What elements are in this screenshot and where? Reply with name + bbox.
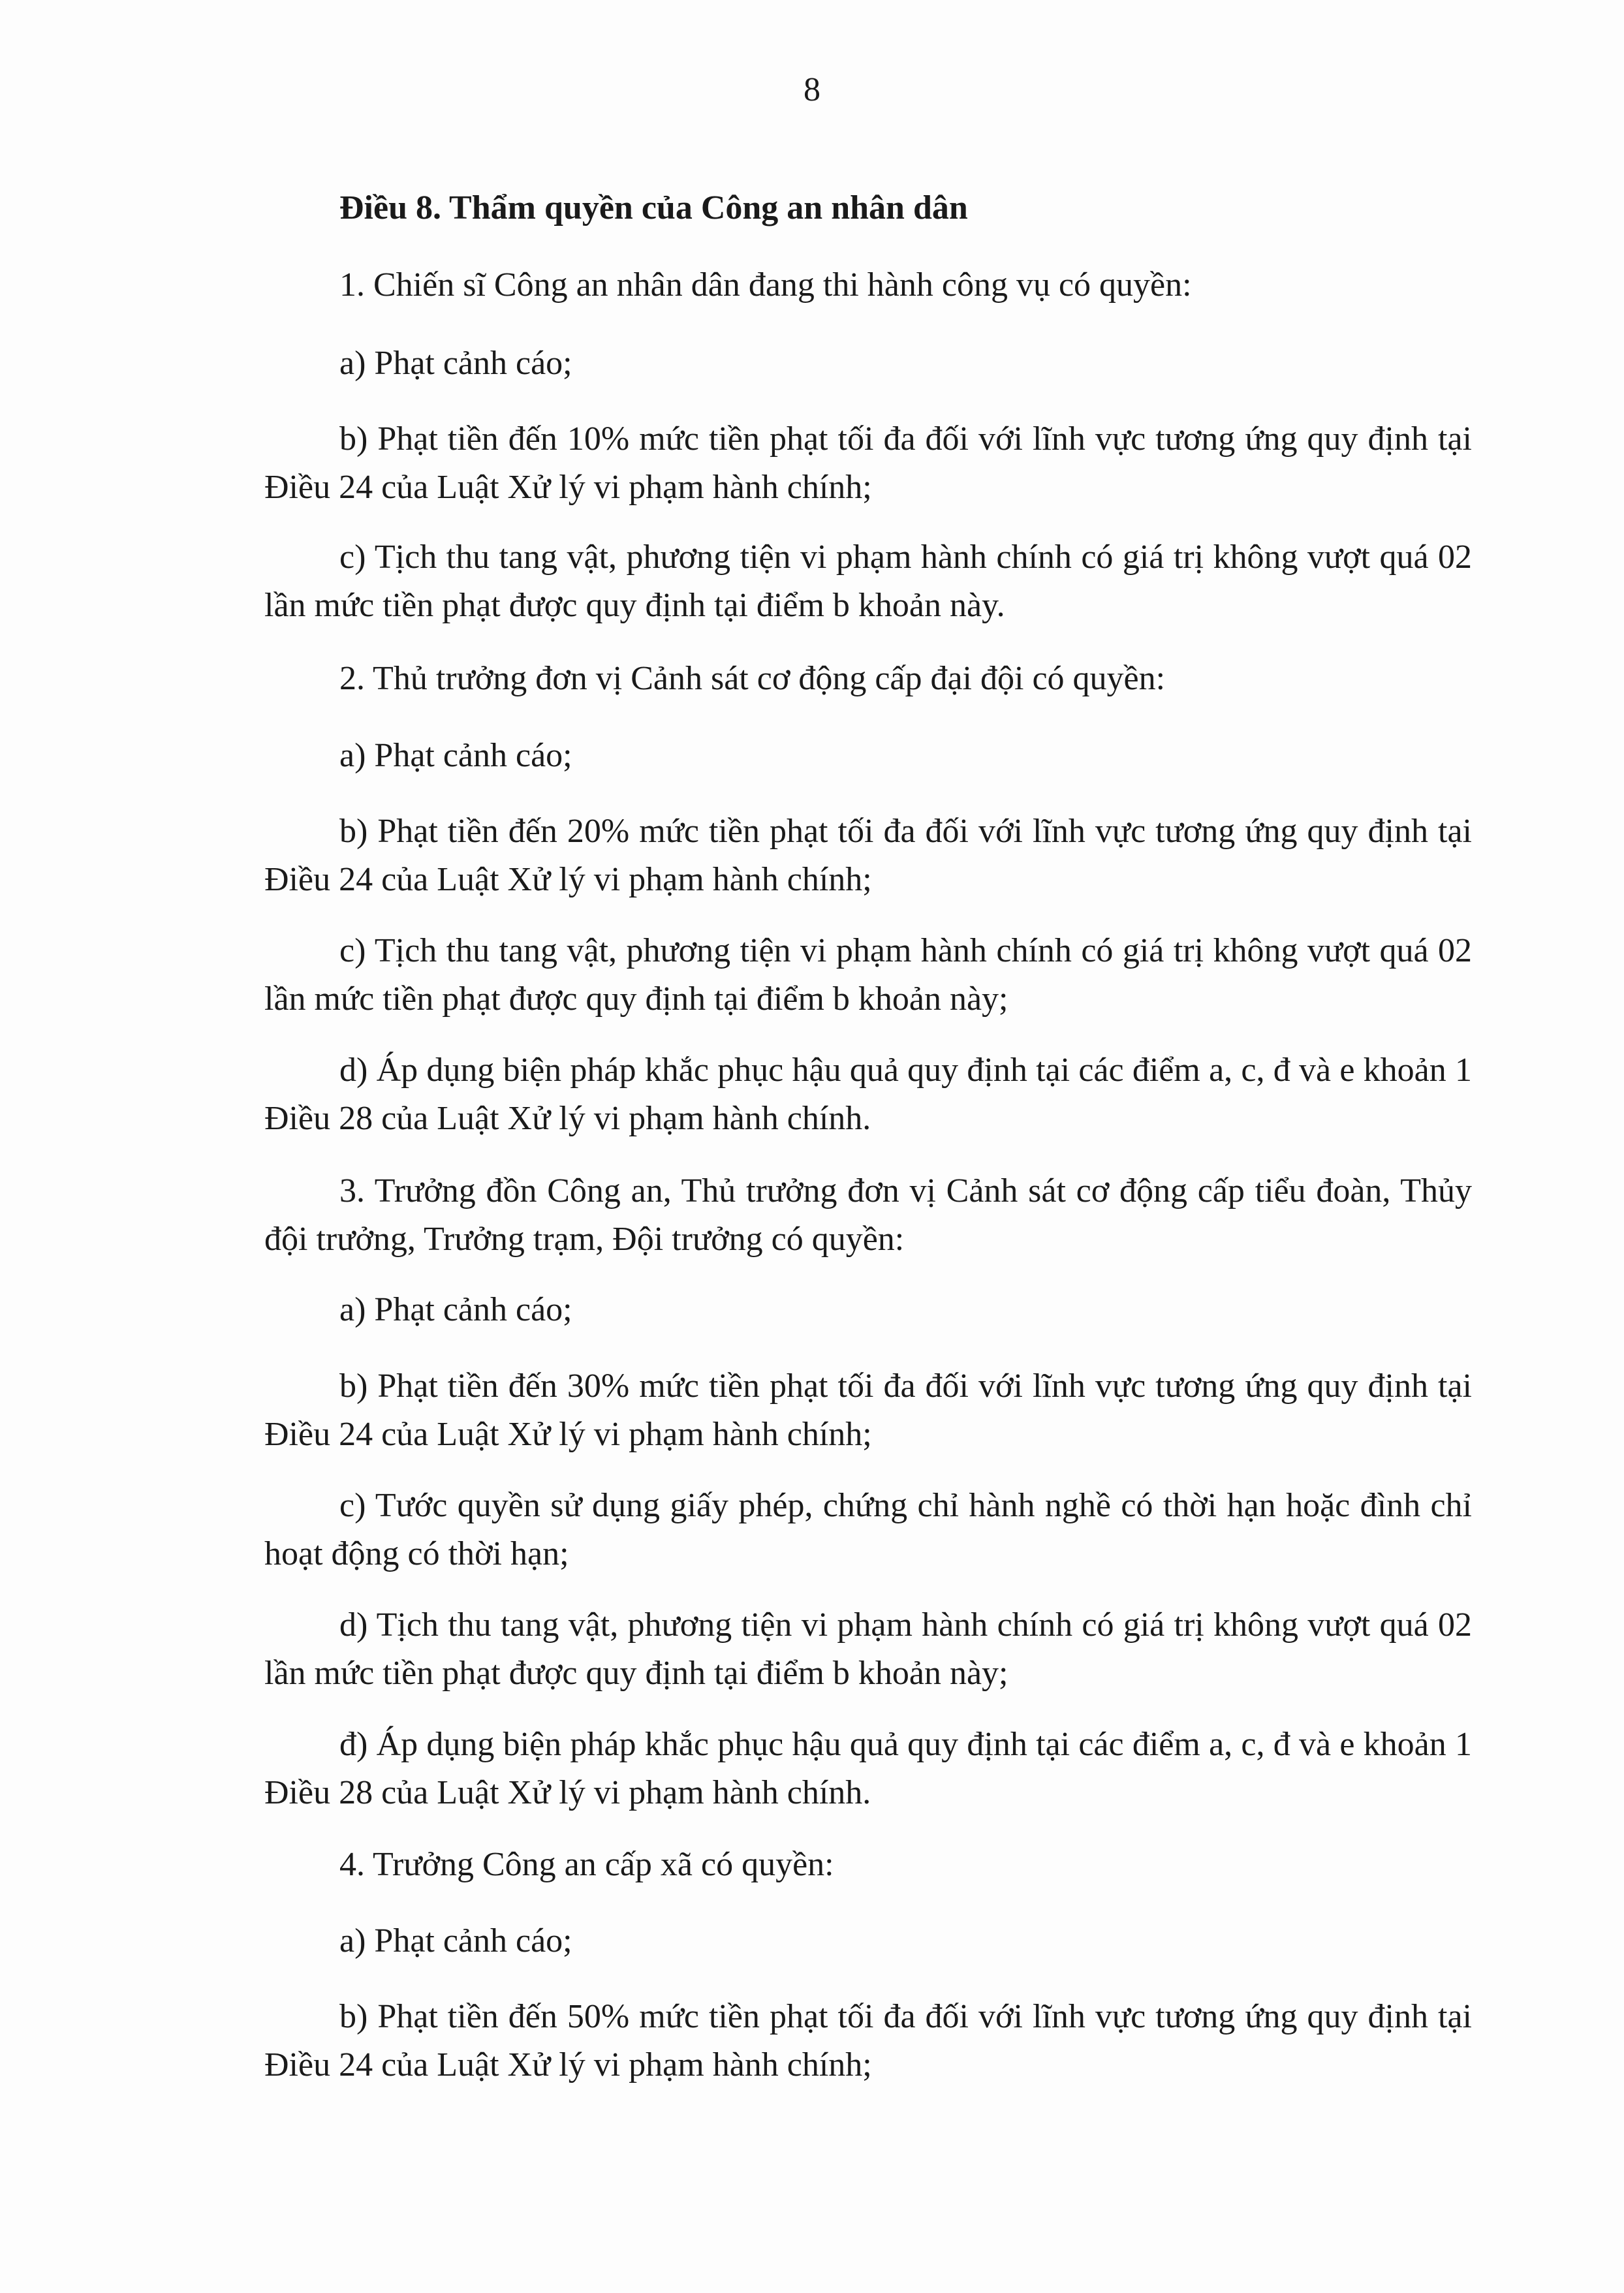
paragraph-1b: b) Phạt tiền đến 10% mức tiền phạt tối đa đối với lĩnh vực tương ứng quy định tại Điều 24 của Luật Xử lý vi phạm hành chính; (264, 420, 1472, 506)
paragraph-2c: c) Tịch thu tang vật, phương tiện vi phạm hành chính có giá trị không vượt quá 02 lần mức tiền phạt được quy định tại điểm b khoản này; (264, 932, 1472, 1018)
paragraph-1c: c) Tịch thu tang vật, phương tiện vi phạm hành chính có giá trị không vượt quá 02 lần mức tiền phạt được quy định tại điểm b khoản này. (264, 538, 1472, 624)
page-number: 8 (804, 71, 820, 108)
paragraph-3a: a) Phạt cảnh cáo; (339, 1291, 572, 1328)
paragraph-2d: d) Áp dụng biện pháp khắc phục hậu quả quy định tại các điểm a, c, đ và e khoản 1 Điều 28 của Luật Xử lý vi phạm hành chính. (264, 1052, 1472, 1137)
paragraph-1a: a) Phạt cảnh cáo; (339, 345, 572, 382)
paragraph-1: 1. Chiến sĩ Công an nhân dân đang thi hành công vụ có quyền: (339, 266, 1192, 304)
paragraph-2: 2. Thủ trưởng đơn vị Cảnh sát cơ động cấp đại đội có quyền: (339, 660, 1166, 697)
paragraph-3b: b) Phạt tiền đến 30% mức tiền phạt tối đa đối với lĩnh vực tương ứng quy định tại Điều 24 của Luật Xử lý vi phạm hành chính; (264, 1367, 1472, 1453)
paragraph-3c: c) Tước quyền sử dụng giấy phép, chứng chỉ hành nghề có thời hạn hoặc đình chỉ hoạt động có thời hạn; (264, 1487, 1472, 1572)
paragraph-3dd: đ) Áp dụng biện pháp khắc phục hậu quả quy định tại các điểm a, c, đ và e khoản 1 Điều 28 của Luật Xử lý vi phạm hành chính. (264, 1726, 1472, 1811)
article-heading: Điều 8. Thẩm quyền của Công an nhân dân (339, 189, 968, 226)
paragraph-3d: d) Tịch thu tang vật, phương tiện vi phạm hành chính có giá trị không vượt quá 02 lần mức tiền phạt được quy định tại điểm b khoản này; (264, 1606, 1472, 1692)
paragraph-2a: a) Phạt cảnh cáo; (339, 737, 572, 774)
paragraph-3: 3. Trưởng đồn Công an, Thủ trưởng đơn vị Cảnh sát cơ động cấp tiểu đoàn, Thủy đội trưởng, Trưởng trạm, Đội trưởng có quyền: (264, 1172, 1472, 1258)
paragraph-2b: b) Phạt tiền đến 20% mức tiền phạt tối đa đối với lĩnh vực tương ứng quy định tại Điều 24 của Luật Xử lý vi phạm hành chính; (264, 813, 1472, 898)
paragraph-4: 4. Trưởng Công an cấp xã có quyền: (339, 1846, 834, 1883)
paragraph-4b: b) Phạt tiền đến 50% mức tiền phạt tối đa đối với lĩnh vực tương ứng quy định tại Điều 24 của Luật Xử lý vi phạm hành chính; (264, 1998, 1472, 2083)
paragraph-4a: a) Phạt cảnh cáo; (339, 1922, 572, 1959)
